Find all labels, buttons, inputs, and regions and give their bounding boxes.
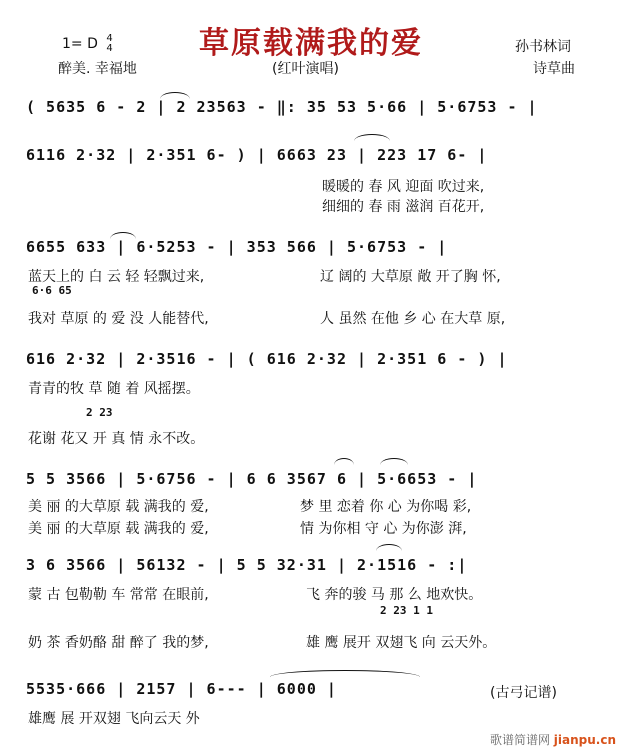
notation-row-3: 6655 633 | 6·5253 - | 353 566 | 5·6753 - | (26, 238, 448, 256)
lyric-line: 雄鹰 展 开双翅 飞向云天 外 (28, 711, 200, 727)
singer: (红叶演唱) (272, 61, 339, 77)
notation-row-2: 6116 2·32 | 2·351 6- ) | 6663 23 | 223 17 6- | (26, 146, 488, 164)
lyric-line: 细细的 春 雨 滋润 百花开, (322, 199, 485, 215)
lyric-line: 雄 鹰 展开 双翅飞 向 云天外。 (306, 635, 497, 651)
lyric-line: 人 虽然 在他 乡 心 在大草 原, (320, 311, 506, 327)
lyric-line: 飞 奔的骏 马 那 么 地欢快。 (306, 587, 483, 603)
notation-row-5: 5 5 3566 | 5·6756 - | 6 6 3567 6 | 5·6653 - | (26, 470, 478, 488)
notation-row-4: 616 2·32 | 2·3516 - | ( 616 2·32 | 2·351 6 - ) | (26, 350, 508, 368)
alt-notes: 2 23 1 1 (380, 604, 433, 617)
slur (270, 670, 420, 677)
notation-row-6: 3 6 3566 | 56132 - | 5 5 32·31 | 2·1516 - :| (26, 556, 468, 574)
lyric-line: 奶 茶 香奶酪 甜 醉了 我的梦, (28, 635, 209, 651)
lyric-line: 美 丽 的大草原 载 满我的 爱, (28, 521, 209, 537)
song-title: 草原载满我的爱 (199, 26, 423, 61)
time-bottom: 4 (106, 43, 113, 54)
lyric-line: 蓝天上的 白 云 轻 轻飘过来, (28, 269, 205, 285)
lyric-line: 暖暖的 春 风 迎面 吹过来, (322, 179, 485, 195)
lyric-line: 辽 阔的 大草原 敞 开了胸 怀, (320, 269, 501, 285)
transcriber-credit: (古弓记谱) (490, 685, 557, 701)
composer: 诗草曲 (533, 61, 575, 77)
slur (334, 458, 354, 465)
lyric-line: 蒙 古 包勒勒 车 常常 在眼前, (28, 587, 209, 603)
watermark-text: 歌谱简谱网 (489, 733, 550, 747)
time-signature (106, 34, 112, 54)
notation-row-7: 5535·666 | 2157 | 6--- | 6000 | (26, 680, 337, 698)
key-label: 1= D (62, 36, 98, 52)
lyric-line: 梦 里 恋着 你 心 为你喝 彩, (300, 499, 472, 515)
slur (354, 134, 390, 141)
notation-row-1: ( 5635 6 - 2 | 2 23563 - ‖: 35 53 5·66 | 5·6753 - | (26, 98, 538, 116)
slur (376, 544, 402, 551)
album-name: 醉美. 幸福地 (58, 61, 137, 77)
lyric-line: 青青的牧 草 随 着 风摇摆。 (28, 381, 200, 397)
slur (380, 458, 408, 465)
lyricist: 孙书林词 (515, 39, 571, 55)
time-top: 4 (106, 33, 113, 44)
watermark (490, 731, 616, 748)
lyric-line: 我对 草原 的 爱 没 人能替代, (28, 311, 209, 327)
lyric-line: 美 丽 的大草原 载 满我的 爱, (28, 499, 209, 515)
lyric-line: 花谢 花又 开 真 情 永不改。 (28, 431, 205, 447)
key-signature (62, 34, 113, 54)
alt-notes: 2 23 (86, 406, 113, 419)
alt-notes: 6·6 65 (32, 284, 72, 297)
lyric-line: 情 为你相 守 心 为你澎 湃, (300, 521, 467, 537)
watermark-site: jianpu.cn (553, 733, 616, 747)
